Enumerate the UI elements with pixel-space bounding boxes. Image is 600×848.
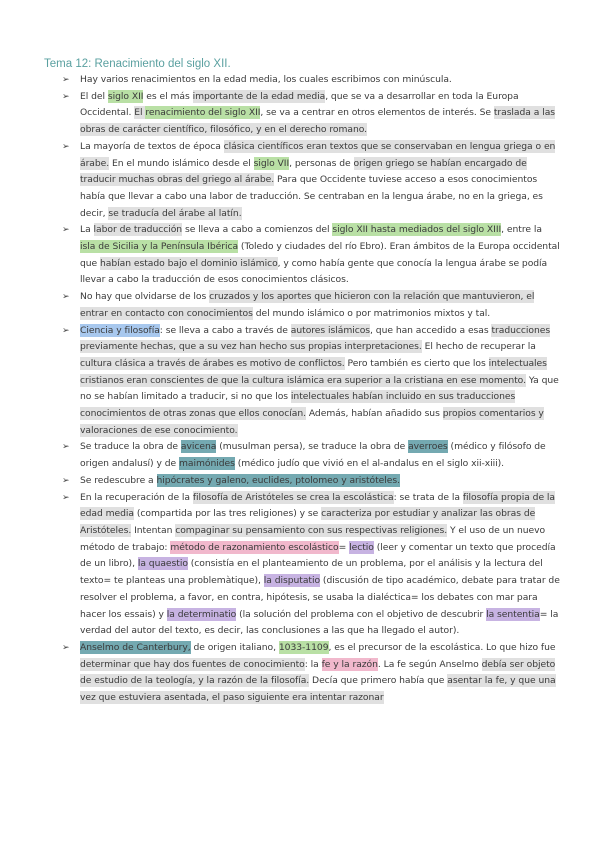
text-run: La mayoría de textos de época <box>80 140 224 152</box>
text-run: (leer y comentar un texto que procedía de un libro), <box>80 541 556 570</box>
text-run: , que se va a desarrollar en toda la Europa Occidental. <box>80 90 519 119</box>
text-run: (Toledo y ciudades del río Ebro). Eran ámbitos de la Europa occidental que <box>80 241 560 269</box>
text-run: es el más <box>143 90 193 102</box>
bullet-item <box>62 490 560 640</box>
text-run: Se redescubre a <box>80 474 157 486</box>
bullet-item <box>62 72 560 89</box>
highlighted-text: propios comentarios y valoraciones de ese conocimiento. <box>80 408 544 436</box>
text-run: (consistía en el planteamiento de un problema, por el análisis y la lectura del texto= te planteas una problemàtique), <box>80 558 543 587</box>
highlighted-text: origen griego se habían encargado de traducir muchas obras del griego al árabe. <box>80 157 527 186</box>
text-run: Y el uso de un nuevo método de trabajo: <box>80 524 546 553</box>
highlighted-text: la determinatio <box>166 608 237 620</box>
text-run: (musulman persa), se traduce la obra de <box>216 441 409 453</box>
text-run: Además, habían añadido sus <box>305 408 443 420</box>
text-run: , personas de <box>289 157 354 169</box>
text-run: , y como había gente que conocía la lengua árabe se podía llevar a cabo la traducción de esos conocimientos clásicos. <box>80 257 548 286</box>
highlighted-text: 1033-1109 <box>278 641 329 653</box>
text-run: , se va a centrar en otros elementos de interés. Se <box>260 107 494 119</box>
text-run: (médico judío que vivió en el al-andalus en el siglo xii-xiii). <box>234 458 505 470</box>
highlighted-text: lectio <box>349 541 374 553</box>
bullet-list <box>62 72 560 707</box>
text-run: , entre la <box>501 224 542 236</box>
bullet-arrow-icon: ➢ <box>62 475 70 486</box>
highlighted-text: siglo XII hasta mediados del siglo XIII <box>332 224 502 236</box>
text-run: (discusión de tipo académico, debate para tratar de resolver el problema, a favor, en contra, hipótesis, se usaba la dialéctica= los debates con mar para hacer los essais) y <box>80 575 560 620</box>
text-run: (la solución del problema con el objetivo de descubrir <box>236 608 487 620</box>
highlighted-text: se traducía del árabe al latín. <box>108 207 242 219</box>
highlighted-text: debía ser objeto de estudio de la teología, y la razón de la filosofía. <box>80 658 556 687</box>
text-run: : se lleva a cabo a través de <box>159 324 291 336</box>
text-run: = <box>338 541 350 553</box>
text-run: No hay que olvidarse de los <box>80 291 210 303</box>
bullet-arrow-icon: ➢ <box>62 642 70 653</box>
highlighted-text: isla de Sicilia y la Península Ibérica <box>80 241 239 253</box>
bullet-arrow-icon: ➢ <box>62 91 70 102</box>
highlighted-text: la sententia <box>486 608 540 620</box>
highlighted-text: hipócrates y galeno, euclides, ptolomeo y aristóteles. <box>156 474 400 486</box>
highlighted-text: filosofía propia de la edad media <box>80 491 556 520</box>
highlighted-text: determinar que hay dos fuentes de conocimiento <box>80 658 305 670</box>
highlighted-text: Anselmo de Canterbury, <box>80 641 191 653</box>
highlighted-text: cruzados y los aportes que hicieron con la relación que mantuvieron, el entrar en contacto con conocimientos <box>80 291 535 319</box>
text-run: Intentan <box>131 524 176 536</box>
text-run: Para que Occidente tuviese acceso a esos conocimientos había que llevar a cabo una labor de traducción. Se centraban en la lengua árabe, no en la griega, es decir, <box>80 174 543 219</box>
text-run: . La fe según Anselmo <box>377 658 482 670</box>
bullet-item <box>62 439 560 472</box>
text-run: Pero también es cierto que los <box>344 357 489 369</box>
highlighted-text: fe y la razón <box>321 658 378 670</box>
text-run: : se trata de la <box>393 491 463 503</box>
highlighted-text: El <box>134 107 146 119</box>
highlighted-text: avicena <box>180 441 217 453</box>
highlighted-text: la quaestio <box>137 558 188 570</box>
highlighted-text: traslada a las obras de carácter científico, filosófico, y en el derecho romano. <box>80 107 556 136</box>
text-run: Se traduce la obra de <box>80 441 181 453</box>
highlighted-text: método de razonamiento escolástico <box>170 541 339 553</box>
bullet-arrow-icon: ➢ <box>62 442 70 453</box>
page-title: Tema 12: Renacimiento del siglo XII. <box>44 58 231 70</box>
highlighted-text: caracteriza por estudiar y analizar las obras de Aristóteles. <box>80 508 536 536</box>
bullet-item <box>62 640 560 707</box>
text-run: = la verdad del autor del texto, es decir, las conclusiones a las que ha llegado el autor). <box>80 608 559 637</box>
text-run: (médico y filósofo de origen andalusí) y de <box>80 441 546 470</box>
highlighted-text: importante de la edad media <box>192 90 326 102</box>
highlighted-text: clásica científicos eran textos que se conservaban en lengua griega o en árabe. <box>80 140 556 169</box>
highlighted-text: traducciones previamente hechas, que a su vez han hecho sus propias interpretaciones. <box>80 324 551 353</box>
highlighted-text: compaginar su pensamiento con sus respectivas religiones. <box>175 524 448 536</box>
text-run: del mundo islámico o por matrimonios mixtos y tal. <box>252 307 491 319</box>
highlighted-text: la disputatio <box>263 575 321 587</box>
text-run: El del <box>80 90 108 102</box>
highlighted-text: autores islámicos <box>290 324 371 336</box>
highlighted-text: intelectuales cristianos eran conscientes de que la cultura islámica era superior a la cristiana en ese momento. <box>80 357 547 386</box>
highlighted-text: labor de traducción <box>93 224 183 236</box>
bullet-item <box>62 139 560 223</box>
text-run: Decía que primero había que <box>309 675 448 687</box>
highlighted-text: siglo XII <box>107 90 144 102</box>
highlighted-text: Ciencia y filosofía <box>80 324 160 336</box>
text-run: El hecho de recuperar la <box>421 341 536 353</box>
highlighted-text: maimónides <box>178 458 235 470</box>
text-run: : la <box>304 658 322 670</box>
highlighted-text: cultura clásica a través de árabes es motivo de conflictos. <box>80 357 345 369</box>
bullet-item <box>62 289 560 322</box>
bullet-item <box>62 89 560 139</box>
text-run: En la recuperación de la <box>80 491 193 503</box>
bullet-item <box>62 323 560 440</box>
highlighted-text: intelectuales habían incluido en sus traducciones conocimientos de otras zonas que ellos conocían. <box>80 391 516 420</box>
highlighted-text: siglo VII <box>253 157 290 169</box>
bullet-item <box>62 473 560 490</box>
highlighted-text: asentar la fe, y que una vez que estuviera asentada, el paso siguiente era intentar razonar <box>80 675 556 704</box>
text-run: , que han accedido a esas <box>370 324 492 336</box>
bullet-arrow-icon: ➢ <box>62 141 70 152</box>
text-run: (compartida por las tres religiones) y se <box>133 508 322 520</box>
text-run: , es el precursor de la escolástica. Lo que hizo fue <box>328 641 556 653</box>
highlighted-text: renacimiento del siglo XII <box>145 107 261 119</box>
text-run: se lleva a cabo a comienzos del <box>182 224 333 236</box>
text-run: Hay varios renacimientos en la edad media, los cuales escribimos con minúscula. <box>80 74 452 85</box>
bullet-item <box>62 222 560 289</box>
bullet-arrow-icon: ➢ <box>62 225 70 236</box>
highlighted-text: habían estado bajo el dominio islámico <box>100 257 278 269</box>
text-run: La <box>80 224 94 236</box>
text-run: En el mundo islámico desde el <box>109 157 254 169</box>
highlighted-text: filosofía de Aristóteles se crea la escolástica <box>192 491 394 503</box>
bullet-arrow-icon: ➢ <box>62 325 70 336</box>
text-run: Ya que no se habían limitado a traducir, si no que los <box>80 374 559 403</box>
bullet-arrow-icon: ➢ <box>62 292 70 303</box>
bullet-arrow-icon: ➢ <box>62 75 70 85</box>
highlighted-text: averroes <box>408 441 448 453</box>
text-run: de origen italiano, <box>190 641 279 653</box>
bullet-arrow-icon: ➢ <box>62 492 70 503</box>
